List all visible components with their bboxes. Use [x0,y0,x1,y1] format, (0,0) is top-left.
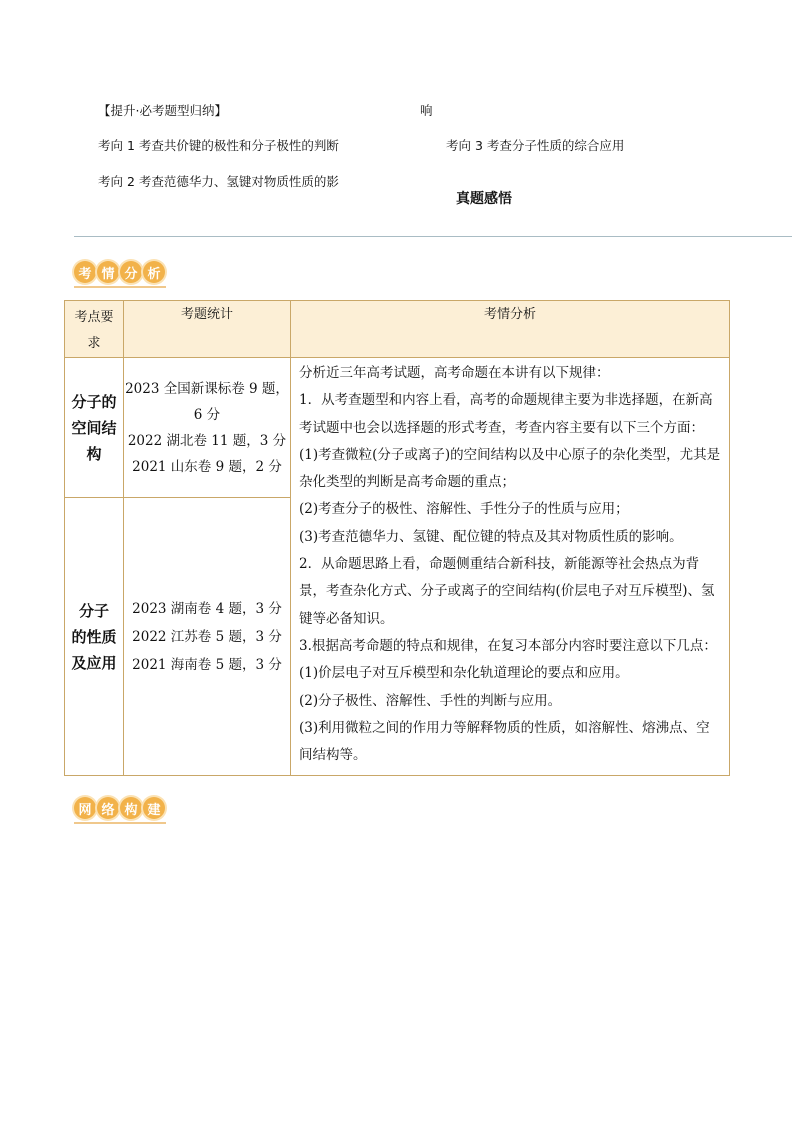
direction-2: 考向 2 考查范德华力、氢键对物质性质的影 [98,174,339,189]
stats-cell: 2023 湖南卷 4 题，3 分 2022 江苏卷 5 题，3 分 2021 海南卷 5 题，3 分 [124,498,291,776]
section-badge-exam-analysis [74,258,166,288]
table-header-row [65,301,730,358]
real-exam-title: 真题感悟 [456,191,512,207]
direction-1: 考向 1 考查共价键的极性和分子极性的判断 [98,138,339,153]
table-row [65,358,730,498]
badge-char: 分 [120,261,142,283]
header-cell: 考情分析 [291,301,730,358]
header-cell: 考点要求 [65,301,124,358]
analysis-text: 分析近三年高考试题，高考命题在本讲有以下规律： 1．从考查题型和内容上看，高考的命题规律主要为非选择题，在新高考试题中也会以选择题的形式考查，考查内容主要有以下三个方面： (1)考查微粒(分子或离子)的空间结构以及中心原子的杂化类型，尤其是杂化类型的判断是高考命题的重点； (2)考查分子的极性、溶解性、手性分子的性质与应用； (3)考查范德华力、氢键、配位键的特点及其对物质性质的影响。 2．从命题思路上看，命题侧重结合新科技，新能源等社会热点为背景，考查杂化方式、分子或离子的空间结构(价层电子对互斥模型)、氢键等必备知识。 3.根据高考命题的特点和规律，在复习本部分内容时要注意以下几点： (1)价层电子对互斥模型和杂化轨道理论的要点和应用。 (2)分子极性、溶解性、手性的判断与应用。 (3)利用微粒之间的作用力等解释物质的性质，如溶解性、熔沸点、空间结构等。 [299,365,721,764]
badge-char: 建 [143,797,165,819]
badge-char: 情 [97,261,119,283]
summary-title: 【提升·必考题型归纳】 [98,103,227,118]
topic-cell: 分子的 空间结 构 [65,358,124,498]
header-cell: 考题统计 [124,301,291,358]
stray-char: 响 [420,103,433,118]
section-badge-network [74,794,166,824]
topic-cell: 分子 的性质 及应用 [65,498,124,776]
badge-char: 考 [74,261,96,283]
badge-char: 网 [74,797,96,819]
badge-char: 构 [120,797,142,819]
divider-line [74,236,792,237]
stats-cell: 2023 全国新课标卷 9 题， 6 分 2022 湖北卷 11 题，3 分 2021 山东卷 9 题，2 分 [124,358,291,498]
analysis-cell [291,358,730,776]
badge-char: 络 [97,797,119,819]
exam-analysis-table [64,300,730,776]
direction-3: 考向 3 考查分子性质的综合应用 [446,138,625,153]
badge-char: 析 [143,261,165,283]
